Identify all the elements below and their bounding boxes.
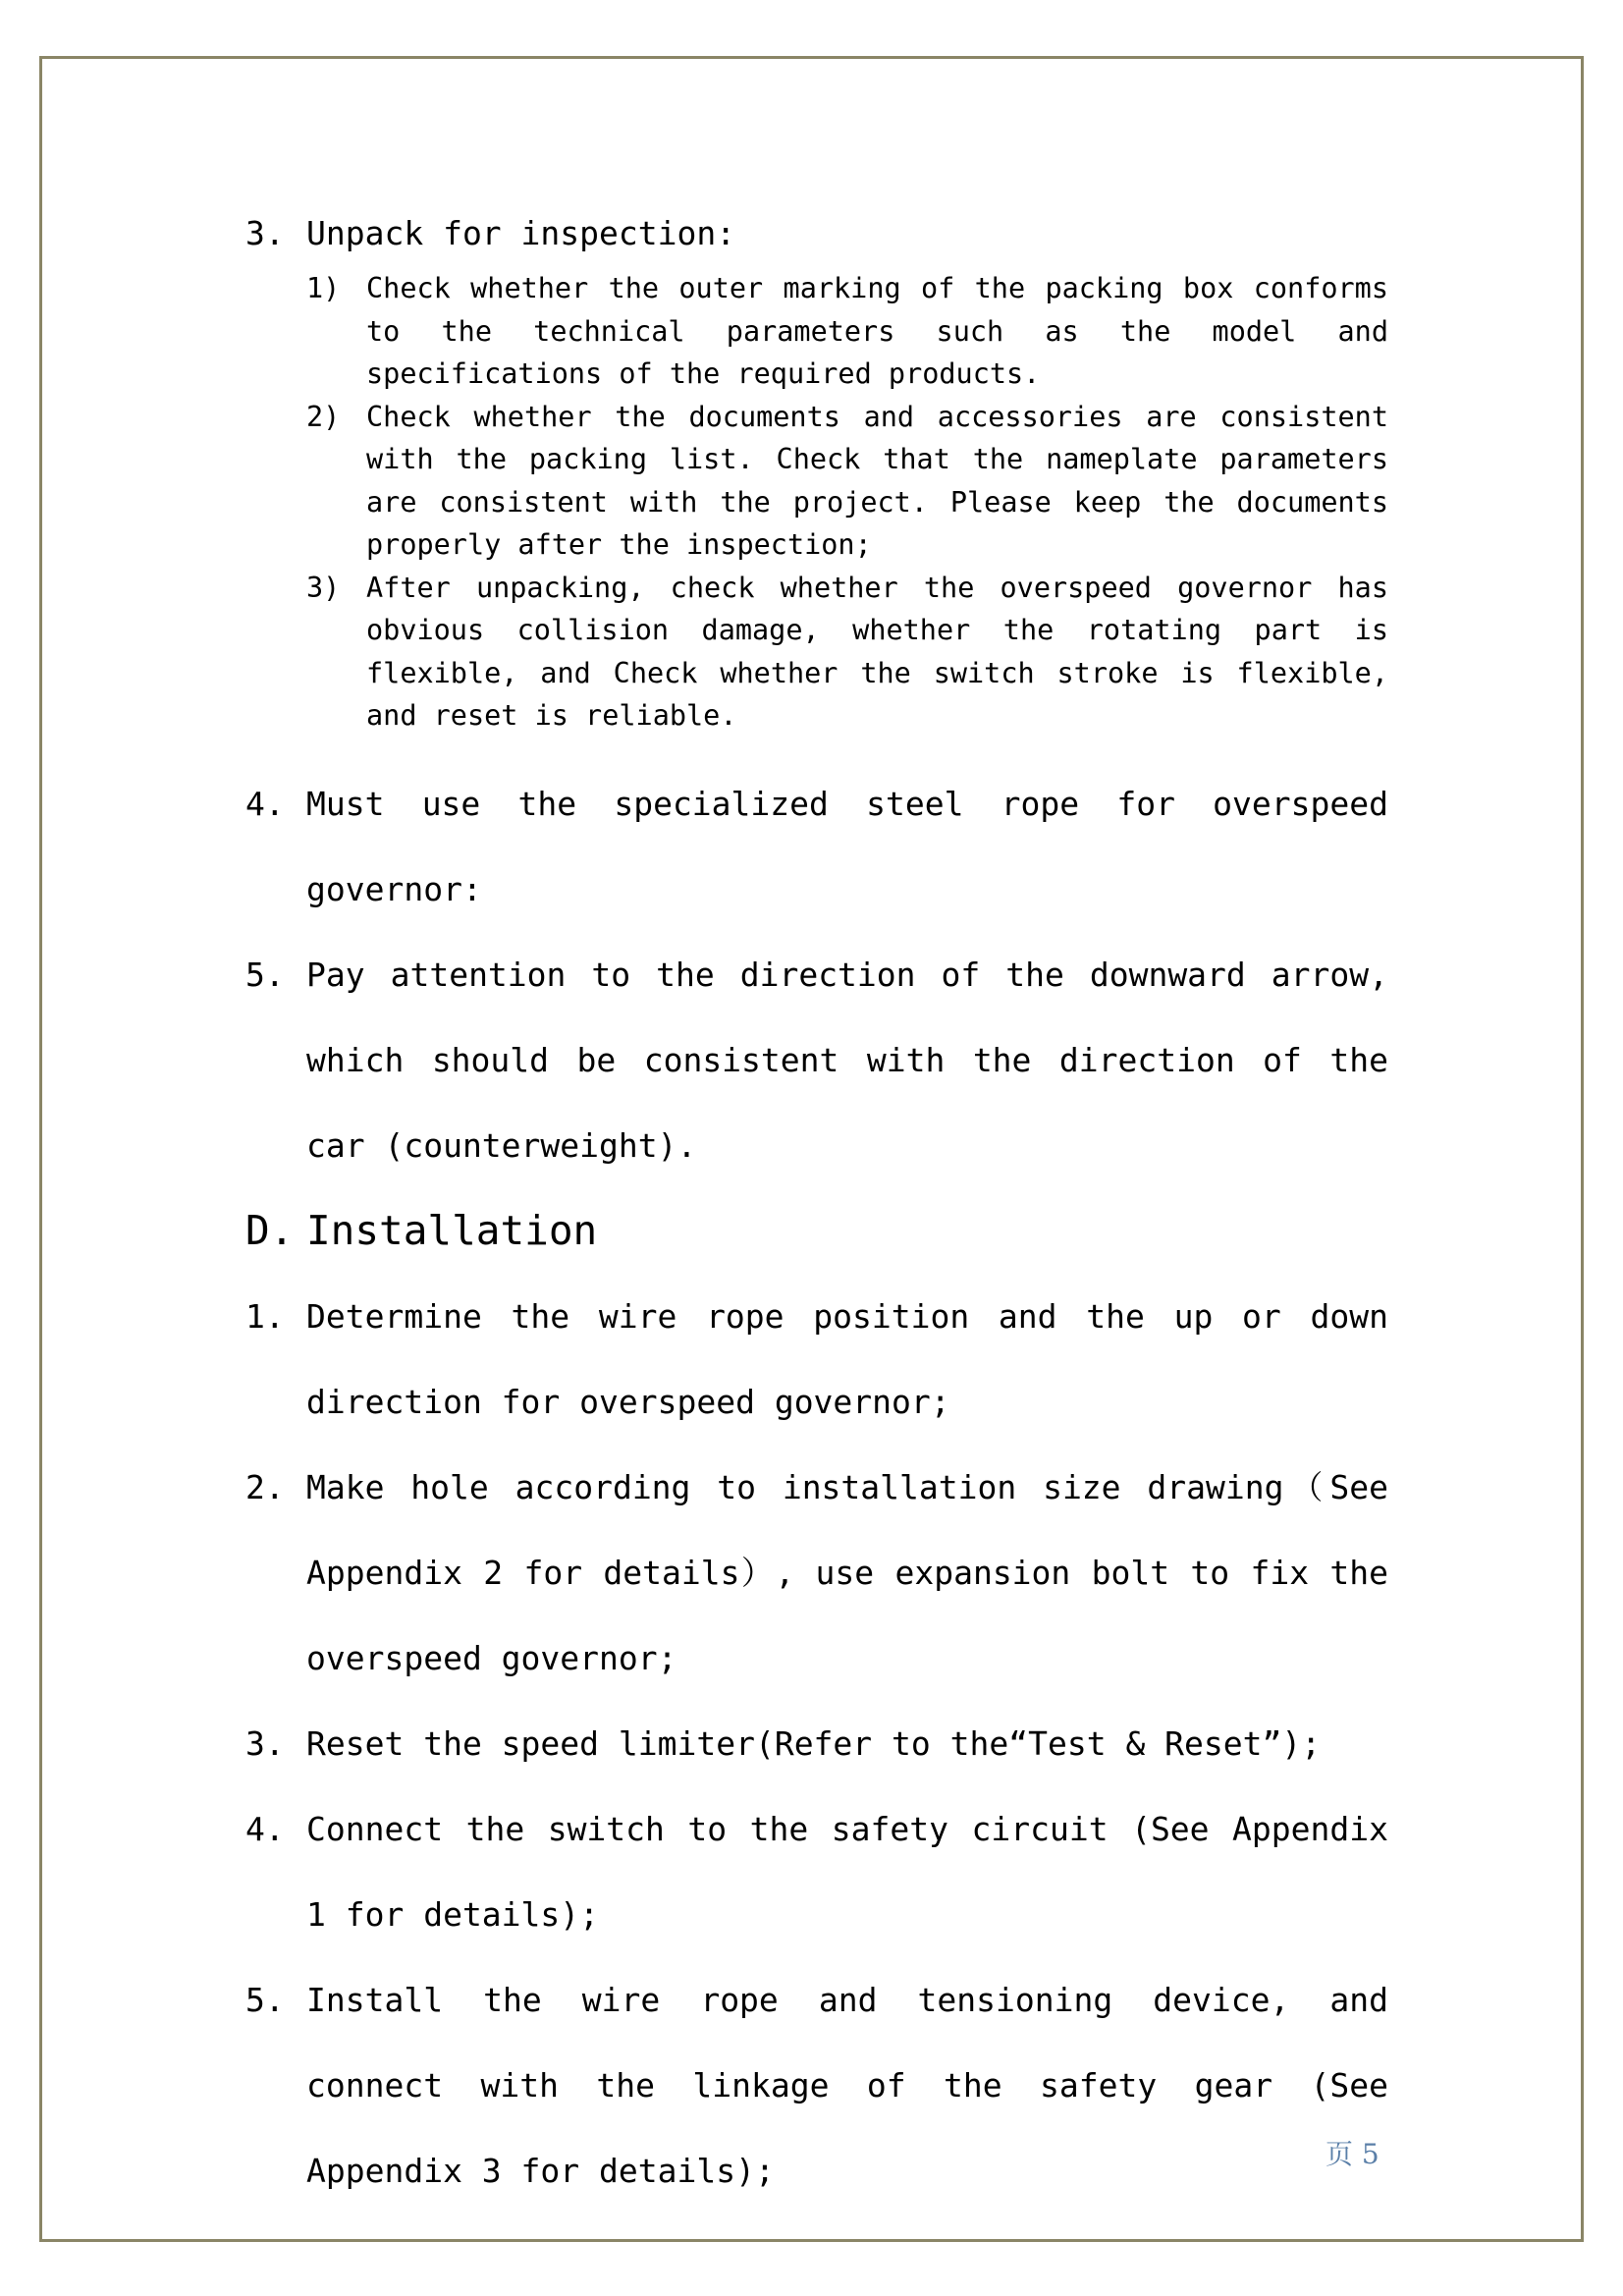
document-body: [245, 212, 1388, 2214]
list-text: Pay attention to the direction of the downward arrow, which should be consistent with the direction of the car (counterweight).: [306, 955, 1388, 1165]
list-item-install-rope: [245, 1957, 1388, 2214]
list-number: 5.: [245, 1980, 285, 2019]
list-item-reset-limiter: [245, 1701, 1388, 1786]
sub-number: 2): [306, 400, 341, 433]
section-heading-installation: [245, 1188, 1388, 1274]
list-number: 2.: [245, 1467, 285, 1506]
list-text: Connect the switch to the safety circuit (See Appendix 1 for details);: [306, 1809, 1388, 1934]
list-number: 4.: [245, 1809, 285, 1848]
list-item-wire-position: [245, 1274, 1388, 1445]
list-number: 5.: [245, 955, 285, 994]
sub-number: 1): [306, 272, 341, 304]
list-item-arrow-direction: [245, 932, 1388, 1188]
section-title: Installation: [306, 1206, 598, 1254]
list-text: Determine the wire rope position and the up or down direction for overspeed governor;: [306, 1296, 1388, 1421]
list-number: 3.: [245, 214, 285, 252]
sub-list: [306, 267, 1388, 738]
sub-item-check-marking: [306, 267, 1388, 396]
sub-text: After unpacking, check whether the overspeed governor has obvious collision damage, whether the rotating part is flexible, and Check whether the switch stroke is flexible, and reset is reliable.: [366, 571, 1388, 732]
list-number: 1.: [245, 1296, 285, 1336]
sub-item-check-damage: [306, 567, 1388, 738]
list-number: 3.: [245, 1723, 285, 1763]
list-text: Make hole according to installation size drawing（See Appendix 2 for details）, use expansion bolt to fix the overspeed governor;: [306, 1467, 1388, 1677]
page-number: 页 5: [1325, 2138, 1380, 2170]
list-item-connect-switch: [245, 1786, 1388, 1957]
list-text: Unpack for inspection:: [306, 214, 736, 252]
list-text: Reset the speed limiter(Refer to the“Test & Reset”);: [306, 1723, 1322, 1763]
list-item-unpack: [245, 212, 1388, 255]
list-item-steel-rope: [245, 761, 1388, 932]
sub-text: Check whether the outer marking of the packing box conforms to the technical parameters such as the model and specifications of the required products.: [366, 272, 1388, 390]
section-number: D.: [245, 1206, 295, 1254]
list-text: Install the wire rope and tensioning device, and connect with the linkage of the safety gear (See Appendix 3 for details);: [306, 1980, 1388, 2190]
list-number: 4.: [245, 784, 285, 823]
sub-number: 3): [306, 571, 341, 604]
list-text: Must use the specialized steel rope for overspeed governor:: [306, 784, 1388, 908]
sub-item-check-documents: [306, 396, 1388, 567]
sub-text: Check whether the documents and accessories are consistent with the packing list. Check that the nameplate parameters are consistent with the project. Please keep the documents properly after the inspection;: [366, 400, 1388, 561]
list-item-make-hole: [245, 1445, 1388, 1701]
